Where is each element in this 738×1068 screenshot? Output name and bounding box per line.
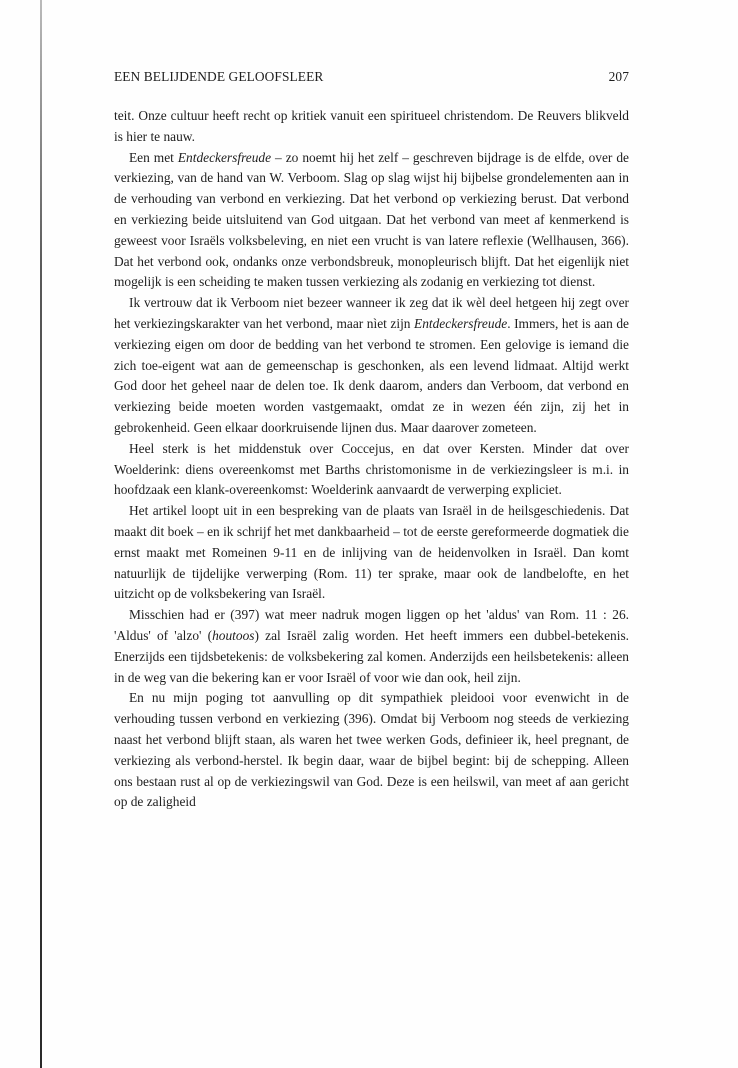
page-number: 207 xyxy=(608,69,629,84)
paragraph: Heel sterk is het middenstuk over Coccejus, en dat over Kersten. Minder dat over Woelderink: diens overeenkomst met Barths christomonisme in de verkiezingsleer is m.i. in hoofdzaak een klank-overeenkomst: Woelderink aanvaardt de verwerping expliciet. xyxy=(114,440,629,498)
paragraph: Een met Entdeckersfreude – zo noemt hij het zelf – geschreven bijdrage is de elfde, over de verkiezing, van de hand van W. Verboom. Slag op slag wijst hij bijbelse grondelementen aan in de verhouding van verbond en verkiezing. Dat het verbond op verkiezing berust. Dat verbond en verkiezing beide uitsluitend van God uitgaan. Dat het verbond van meet af kenmerkend is geweest voor Israëls volksbeleving, en niet een vrucht is van latere reflexie (Wellhausen, 366). Dat het verbond ook, ondanks onze verbondsbreuk, monopleurisch blijft. Dat het eigenlijk niet mogelijk is een scheiding te maken tussen verkiezing als zodanig en verkiezing tot dienst. xyxy=(114,149,630,290)
emphasis: houtoos xyxy=(212,627,255,643)
paragraph: Misschien had er (397) wat meer nadruk mogen liggen op het 'aldus' van Rom. 11 : 26. 'Aldus' of 'alzo' (houtoos) zal Israël zalig worden. Het heeft immers een dubbel-betekenis. Enerzijds een tijdsbetekenis: de volksbekering zal komen. Anderzijds een heilsbetekenis: alleen in de weg van die bekering kan er voor Israël of voor wie dan ook, heil zijn. xyxy=(114,607,630,685)
emphasis: Entdeckersfreude xyxy=(177,149,272,165)
binding-edge xyxy=(40,0,42,1068)
running-head-title: EEN BELIJDENDE GELOOFSLEER xyxy=(114,69,324,84)
body-text xyxy=(114,106,629,813)
emphasis: Entdeckersfreude xyxy=(414,315,508,331)
paragraph: Ik vertrouw dat ik Verboom niet bezeer wanneer ik zeg dat ik wèl deel hetgeen hij zegt over het verkiezingskarakter van het verbond, maar nìet zijn Entdeckersfreude. Immers, het is aan de verkiezing eigen om door de bedding van het verbond te stromen. Een gelovige is iemand die zich toe-eigent wat aan de gemeenschap is geschonken, als een levend lidmaat. Altijd werkt God door het geheel naar de delen toe. Ik denk daarom, anders dan Verboom, dat verbond en verkiezing beide moeten worden vastgemaakt, omdat ze in wezen één zijn, zij het in gebrokenheid. Geen elkaar doorkruisende lijnen dus. Maar daarover zometeen. xyxy=(114,295,629,435)
paragraph: En nu mijn poging tot aanvulling op dit sympathiek pleidooi voor evenwicht in de verhouding tussen verbond en verkiezing (396). Omdat bij Verboom nog steeds de verkiezing naast het verbond blijft staan, als waren het twee werken Gods, definieer ik, heel pregnant, de verkiezing als verbond-herstel. Ik begin daar, waar de bijbel begint: bij de schepping. Alleen ons bestaan rust al op de verkiezingswil van God. Deze is een heilswil, van meet af aan gericht op de zaligheid xyxy=(114,690,629,810)
paragraph: teit. Onze cultuur heeft recht op kritiek vanuit een spiritueel christendom. De Reuvers blikveld is hier te nauw. xyxy=(114,108,629,144)
running-head xyxy=(114,69,629,85)
paragraph: Het artikel loopt uit in een bespreking van de plaats van Israël in de heilsgeschiedenis. Dat maakt dit boek – en ik schrijf het met dankbaarheid – tot de eerste gereformeerde dogmatiek die ernst maakt met Romeinen 9-11 en de inlijving van de heidenvolken in Israël. Dan komt natuurlijk de tijdelijke verwerping (Rom. 11) ter sprake, maar ook de landbelofte, en het uitzicht op de volksbekering van Israël. xyxy=(114,503,629,602)
